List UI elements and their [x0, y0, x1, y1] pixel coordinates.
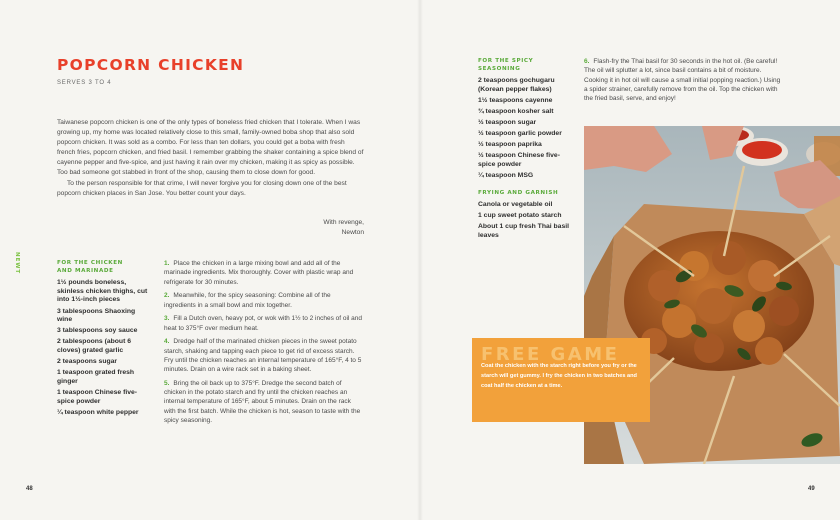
ingredient-item: Canola or vegetable oil: [478, 200, 553, 208]
method-step: [164, 259, 364, 287]
free-game-text: Coat the chicken with the starch right before you fry or the starch will get gummy. I fry the chicken in two batches and coat half the chicken at a time.: [481, 363, 637, 389]
signoff: [250, 218, 364, 238]
ingredient-list: [57, 279, 149, 418]
free-game-title: FREE GAME: [481, 344, 620, 365]
recipe-title: POPCORN CHICKEN: [57, 56, 245, 74]
ingredient-item: ½ teaspoon garlic powder: [478, 130, 562, 138]
step-number: 1.: [164, 260, 170, 267]
ingredient-item: 3 tablespoons soy sauce: [57, 327, 138, 335]
signoff-name: Newton: [341, 229, 364, 237]
step-text: Bring the oil back up to 375°F. Dredge the second batch of chicken in the potato starch and fry until the chicken reaches an internal temperature of 165°F, about 5 minutes. Drain on the rack with the first batch. While the chicken is hot, season to taste with the spicy seasoning.: [164, 379, 361, 425]
chicken-marinade-ingredients: [57, 259, 149, 420]
page-number-right: 49: [808, 486, 815, 492]
step-number: 4.: [164, 338, 170, 346]
method-step: [584, 57, 785, 103]
ingredients-heading: FOR THE SPICY SEASONING: [478, 58, 534, 72]
ingredient-item: 1 teaspoon Chinese five-spice powder: [57, 389, 138, 405]
step-number: 3.: [164, 315, 170, 323]
step-text: Meanwhile, for the spicy seasoning: Combine all of the ingredients in a small bowl and mix together.: [164, 292, 331, 309]
step-number: 6.: [584, 58, 590, 65]
frying-garnish-ingredients: [478, 189, 570, 241]
ingredient-item: ¾ teaspoon kosher salt: [478, 107, 554, 115]
ingredient-item: ¼ teaspoon white pepper: [57, 408, 139, 416]
ingredient-item: About 1 cup fresh Thai basil leaves: [478, 222, 570, 239]
step-number: 5.: [164, 379, 170, 387]
ingredient-item: 3 tablespoons Shaoxing wine: [57, 307, 136, 324]
step-text: Dredge half of the marinated chicken pieces in the sweet potato starch, shaking and tapping each piece to get rid of excess starch. Fry until the chicken reaches an internal temperature of 165°F, 4 to 5 minutes. Drain on a wire rack set in a baking sheet.: [164, 338, 362, 374]
ingredient-list: [478, 77, 570, 181]
intro-paragraph: Taiwanese popcorn chicken is one of the only types of boneless fried chicken that I tolerate. When I was growing up, my home was located relatively close to this small, family-owned boba shop that also sold popcorn chicken. It was sold as a combo. For less than ten dollars, you could get a boba with fresh french fries, popcorn chicken, and fried basil. I remember grabbing the shaker containing a spice blend of cayenne pepper and five-spice, and just having it rain over my chicken, making it as spicy as possible. Too bad someone got stabbed in front of the shop, causing them to close down for good.: [57, 119, 364, 177]
page-gutter: [417, 0, 423, 520]
ingredient-item: ¼ teaspoon MSG: [478, 172, 534, 180]
right-ingredients: [478, 57, 570, 248]
ingredient-list: [478, 201, 570, 241]
spicy-seasoning-ingredients: [478, 57, 570, 181]
author-side-tag: NEWT: [14, 252, 20, 275]
method-step: [164, 314, 364, 333]
step-text: Place the chicken in a large mixing bowl and add all of the marinade ingredients. Mix thoroughly. Cover with plastic wrap and refrigerate for 30 minutes.: [164, 260, 354, 286]
intro-text: [57, 118, 364, 199]
ingredient-item: ½ teaspoon Chinese five-spice powder: [478, 152, 560, 168]
step-text: Flash-fry the Thai basil for 30 seconds in the hot oil. (Be careful! The oil will splutter a lot, since basil contains a bit of moisture. Cooking it in hot oil will cause a small initial popping reaction.) Using a spider strainer, carefully remove from the oil. Top the chicken with the fried basil, serve, and enjoy!: [584, 58, 781, 103]
ingredient-item: 2 teaspoons gochugaru (Korean pepper flakes): [478, 77, 555, 93]
ingredient-item: 1½ teaspoons cayenne: [478, 96, 553, 104]
signoff-line: With revenge,: [323, 219, 364, 226]
method-step: [164, 337, 364, 374]
ingredient-item: 2 tablespoons (about 6 cloves) grated garlic: [57, 338, 132, 355]
step-text: Fill a Dutch oven, heavy pot, or wok with 1½ to 2 inches of oil and heat to 375°F over medium heat.: [164, 315, 363, 332]
method-steps: [164, 259, 364, 430]
step-number: 2.: [164, 292, 170, 300]
ingredient-item: 1½ pounds boneless, skinless chicken thighs, cut into 1½-inch pieces: [57, 279, 148, 304]
method-step: [164, 379, 364, 425]
serves-line: SERVES 3 TO 4: [57, 80, 112, 86]
intro-paragraph: To the person responsible for that crime, I will never forgive you for closing down one of the best popcorn chicken places in San Jose. You better count your days.: [57, 179, 347, 197]
ingredient-item: 2 teaspoons sugar: [57, 358, 118, 366]
ingredient-item: ½ teaspoon paprika: [478, 141, 542, 149]
ingredients-heading: FOR THE CHICKEN AND MARINADE: [57, 260, 123, 274]
ingredient-item: 1 cup sweet potato starch: [478, 211, 562, 219]
page-number-left: 48: [26, 486, 33, 492]
ingredients-heading: FRYING AND GARNISH: [478, 189, 559, 196]
ingredient-item: ½ teaspoon sugar: [478, 118, 537, 126]
ingredient-item: 1 teaspoon grated fresh ginger: [57, 369, 135, 385]
method-step: [164, 291, 364, 310]
